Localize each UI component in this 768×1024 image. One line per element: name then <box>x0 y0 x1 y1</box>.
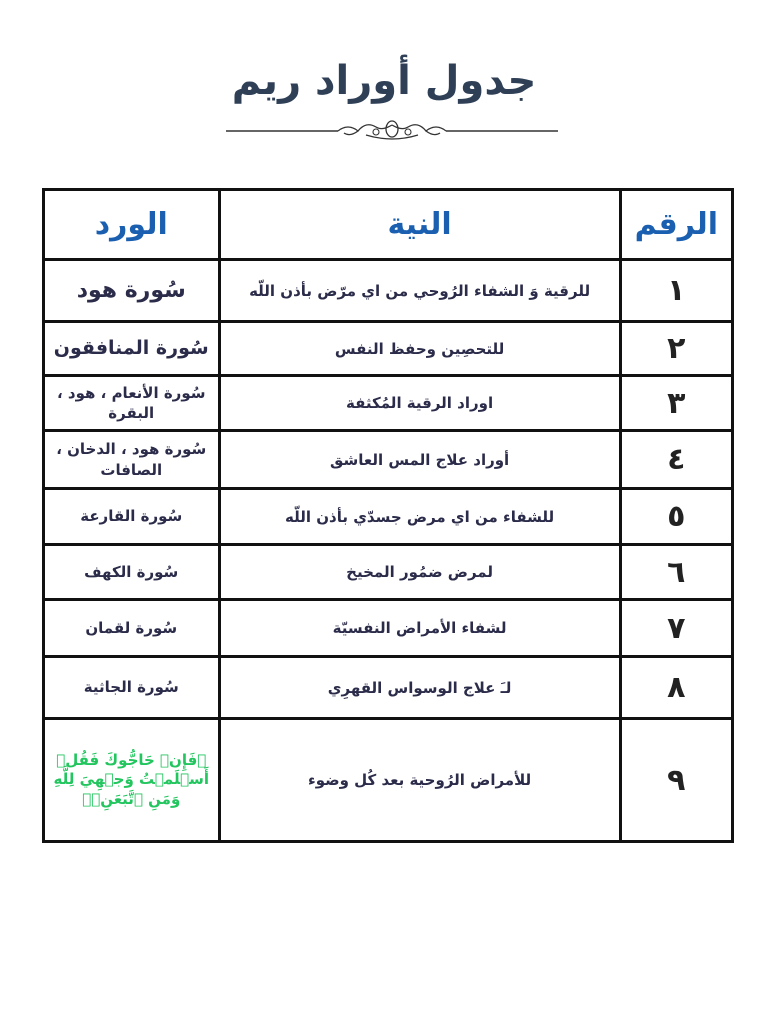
niya-cell: للأمراض الرُوحية بعد كُل وضوء <box>219 719 620 842</box>
number-cell: ٧ <box>620 600 732 657</box>
niya-cell: للرقية وَ الشفاء الرُوحي من اي مرّض بأذن اللّه <box>219 260 620 322</box>
page-title: جدول أوراد ريم <box>231 58 537 104</box>
number-cell: ٣ <box>620 376 732 431</box>
header-niya: النية <box>219 190 620 260</box>
wird-cell: سُورة هود <box>44 260 220 322</box>
table-row <box>44 600 733 657</box>
niya-cell: اوراد الرقية المُكثفة <box>219 376 620 431</box>
number-cell: ١ <box>620 260 732 322</box>
number-cell: ٨ <box>620 657 732 719</box>
niya-cell: أوراد علاج المس العاشق <box>219 431 620 489</box>
table-header-row <box>44 190 733 260</box>
number-cell: ٢ <box>620 322 732 376</box>
table-row <box>44 545 733 600</box>
number-cell: ٦ <box>620 545 732 600</box>
wird-cell: سُورة هود ، الدخان ، الصافات <box>44 431 220 489</box>
table-row <box>44 260 733 322</box>
niya-cell: للتحصِين وحفظ النفس <box>219 322 620 376</box>
table-row <box>44 719 733 842</box>
floral-divider-icon <box>226 118 558 144</box>
wird-cell: سُورة الأنعام ، هود ، البقرة <box>44 376 220 431</box>
table-row <box>44 489 733 545</box>
number-cell: ٥ <box>620 489 732 545</box>
number-cell: ٩ <box>620 719 732 842</box>
number-cell: ٤ <box>620 431 732 489</box>
table-row <box>44 376 733 431</box>
wird-cell: سُورة لقمان <box>44 600 220 657</box>
table-row <box>44 322 733 376</box>
wird-cell: سُورة المنافقون <box>44 322 220 376</box>
niya-cell: لـَ علاج الوسواس القهرِي <box>219 657 620 719</box>
wird-cell: سُورة الجاثية <box>44 657 220 719</box>
wird-cell: سُورة القارعة <box>44 489 220 545</box>
verse-cell: ﴿فَإِنۡ حَاجُّوكَ فَقُلۡ أَسۡلَمۡتُ وَجۡهِيَ لِلَّهِ وَمَنِ ٱتَّبَعَنِۗ﴾ <box>44 719 220 842</box>
niya-cell: لمرض ضمُور المخيخ <box>219 545 620 600</box>
niya-cell: لشفاء الأمراض النفسيّة <box>219 600 620 657</box>
header-number: الرقم <box>620 190 732 260</box>
wird-table-container <box>42 188 734 840</box>
header-wird: الورد <box>44 190 220 260</box>
table-row <box>44 657 733 719</box>
wird-cell: سُورة الكهف <box>44 545 220 600</box>
niya-cell: للشفاء من اي مرض جسدّي بأذن اللّه <box>219 489 620 545</box>
table-row <box>44 431 733 489</box>
wird-table <box>42 188 734 843</box>
